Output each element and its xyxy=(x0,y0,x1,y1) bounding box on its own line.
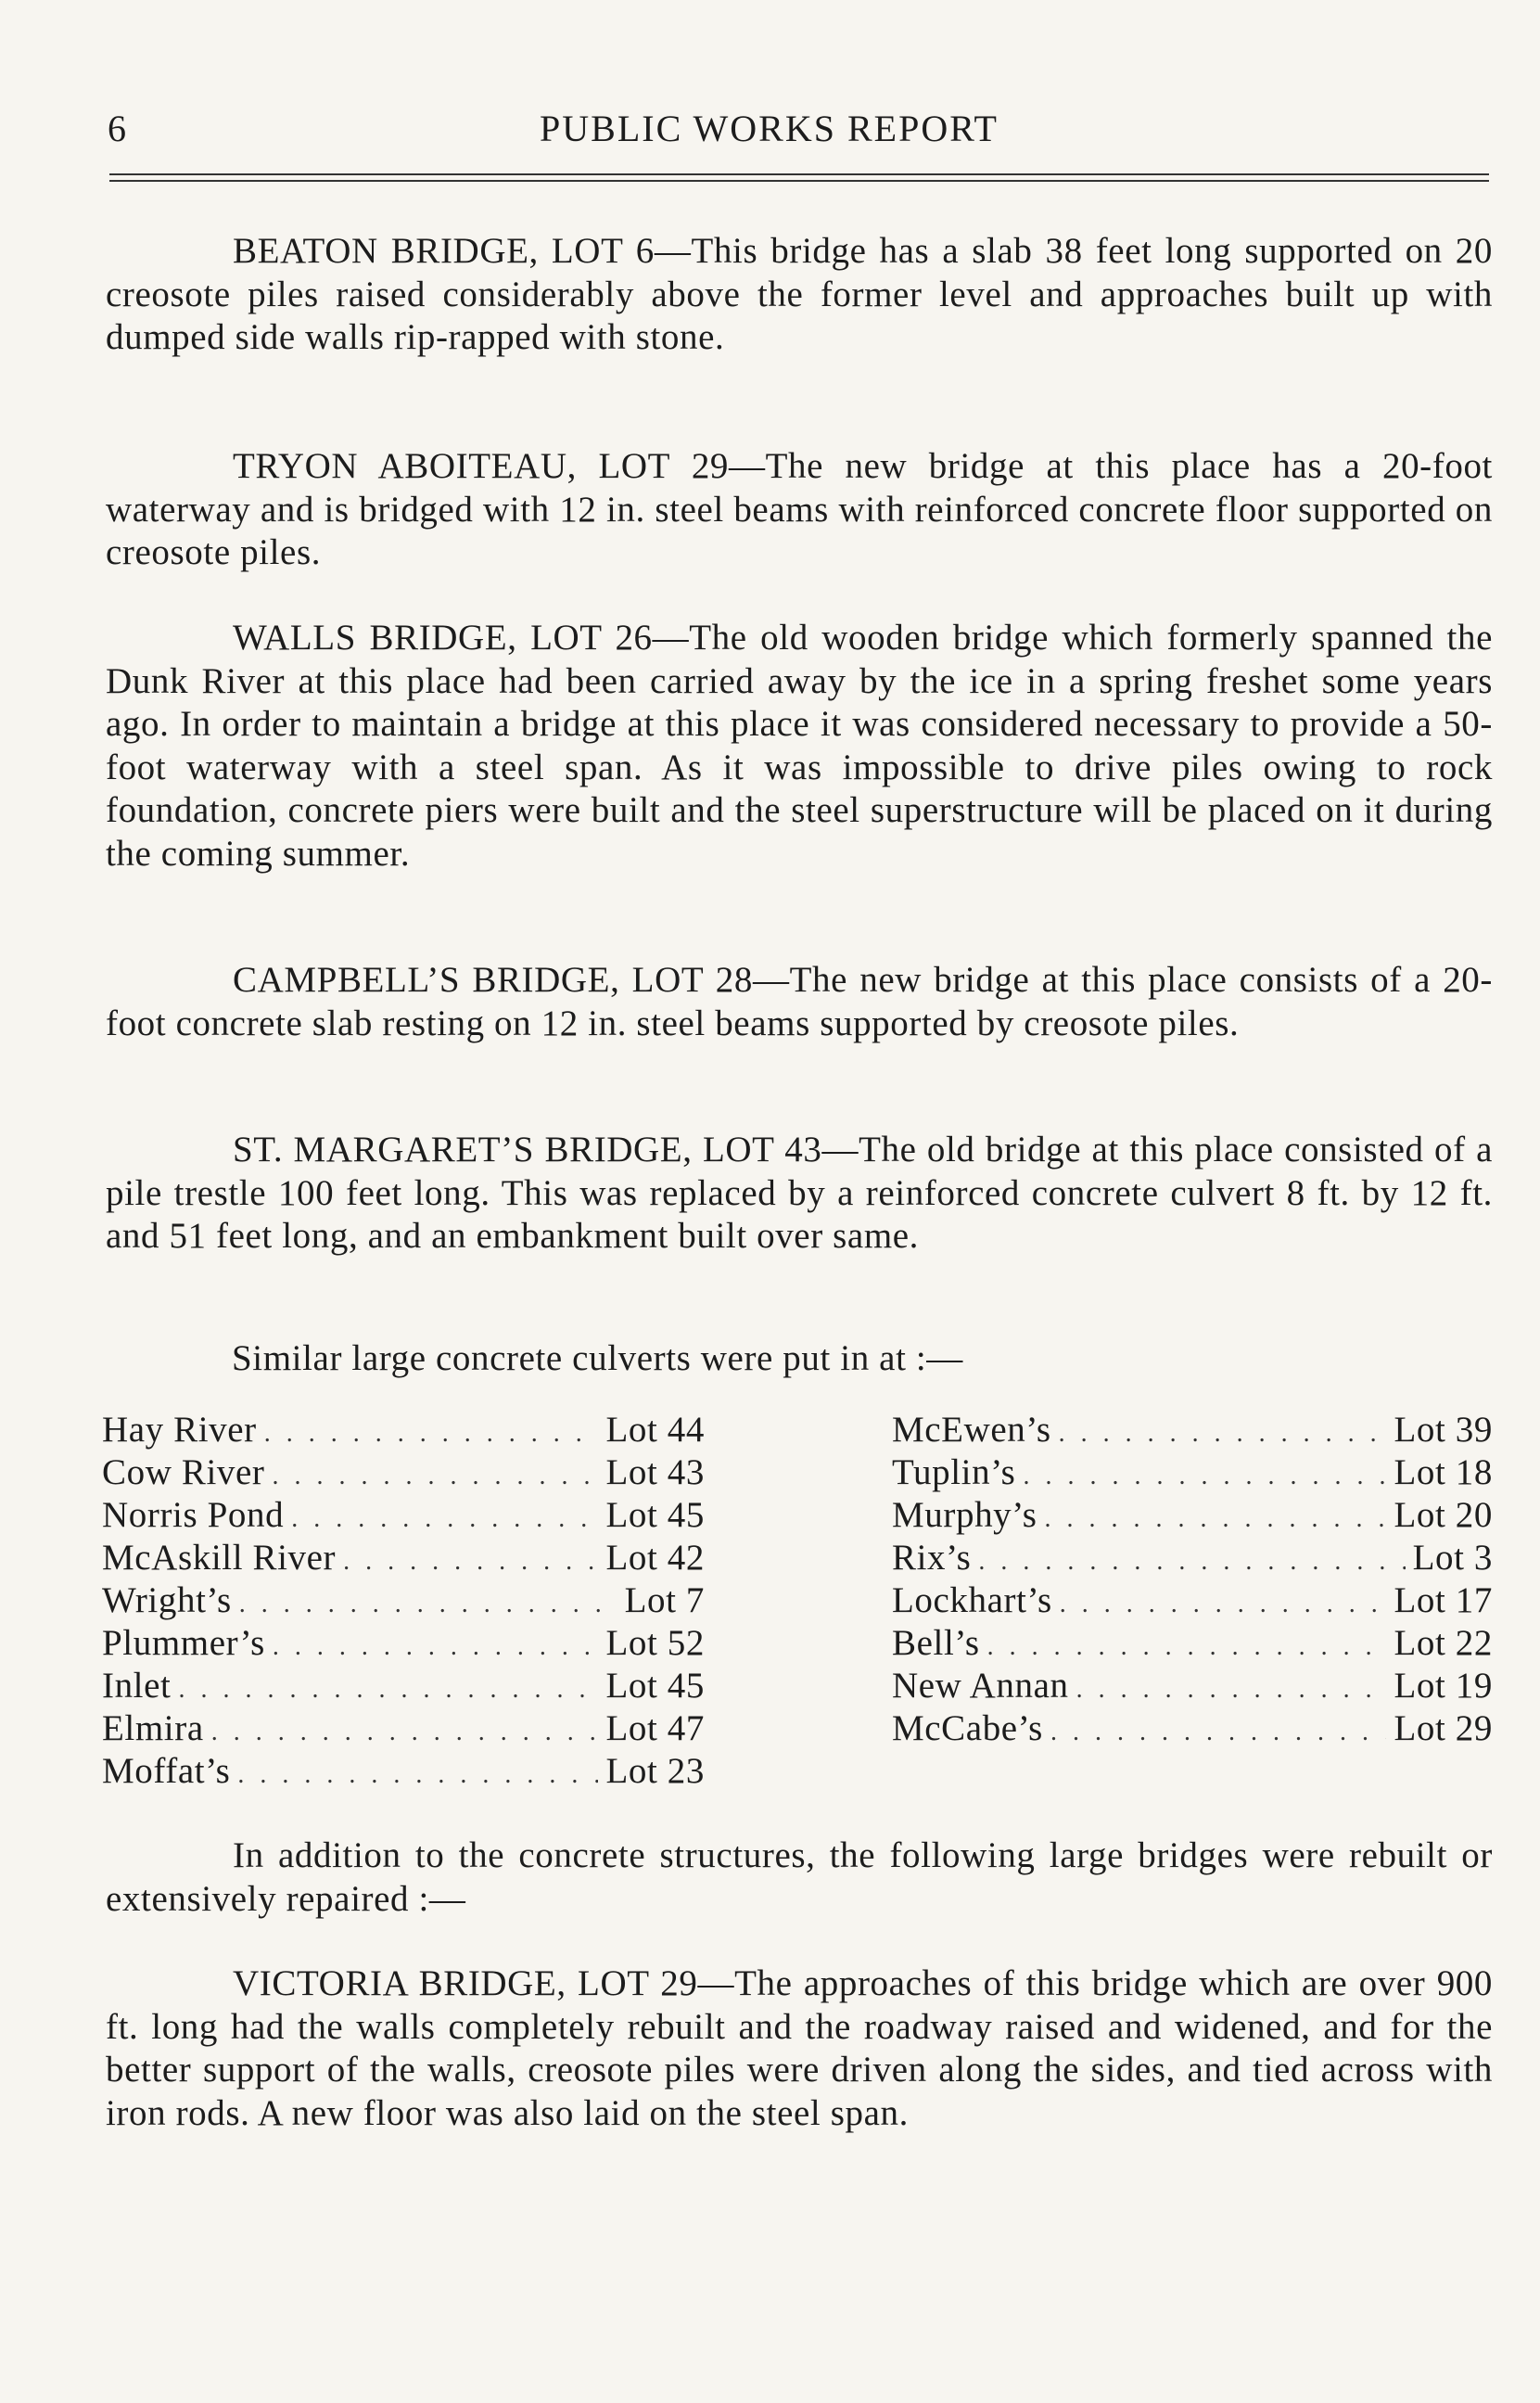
paragraph-additional-bridges: In addition to the concrete structures, the following large bridges were rebuilt or extensively repaired :— xyxy=(106,1835,1493,1919)
list-item: Bell’s . . . Lot 22 xyxy=(892,1622,1493,1665)
list-item: Murphy’s . . . Lot 20 xyxy=(892,1494,1493,1537)
list-item: Cow River . . . Lot 43 xyxy=(102,1451,705,1494)
list-item: McEwen’s . . . Lot 39 xyxy=(892,1409,1493,1451)
running-title: PUBLIC WORKS REPORT xyxy=(540,108,999,149)
list-item: Norris Pond . . . Lot 45 xyxy=(102,1494,705,1537)
list-item: McAskill River . . . Lot 42 xyxy=(102,1537,705,1579)
list-item: Wright’s . . . Lot 7 xyxy=(102,1579,705,1622)
page-number: 6 xyxy=(108,108,127,149)
list-item: Rix’s . . . Lot 3 xyxy=(892,1537,1493,1579)
paragraph-campbells-bridge: CAMPBELL’S BRIDGE, LOT 28—The new bridge at this place consists of a 20-foot concrete slab resting on 12 in. steel beams supported by creosote piles. xyxy=(106,960,1493,1043)
list-item: Elmira . . . Lot 47 xyxy=(102,1707,705,1750)
list-item: Moffat’s . . . Lot 23 xyxy=(102,1750,705,1793)
culverts-intro: Similar large concrete culverts were put in at :— xyxy=(232,1338,963,1378)
list-item: Hay River . . . Lot 44 xyxy=(102,1409,705,1451)
list-item: New Annan . . . Lot 19 xyxy=(892,1665,1493,1707)
culverts-list-right xyxy=(892,1409,1493,1750)
header-rule xyxy=(109,173,1489,182)
list-item: Tuplin’s . . . Lot 18 xyxy=(892,1451,1493,1494)
culverts-list-left xyxy=(102,1409,705,1793)
page-header xyxy=(104,107,1495,162)
list-item: Inlet . . . Lot 45 xyxy=(102,1665,705,1707)
paragraph-st-margarets-bridge: ST. MARGARET’S BRIDGE, LOT 43—The old bridge at this place consisted of a pile trestle 100 feet long. This was replaced by a reinforced concrete culvert 8 ft. by 12 ft. and 51 feet long, and an embankment built over same. xyxy=(106,1130,1493,1256)
list-item: McCabe’s . . . Lot 29 xyxy=(892,1707,1493,1750)
list-item: Lockhart’s . . . Lot 17 xyxy=(892,1579,1493,1622)
list-item: Plummer’s . . . Lot 52 xyxy=(102,1622,705,1665)
paragraph-beaton-bridge: BEATON BRIDGE, LOT 6—This bridge has a slab 38 feet long supported on 20 creosote piles raised considerably above the former level and approaches built up with dumped side walls rip-rapped with stone. xyxy=(106,231,1493,357)
paragraph-tryon-aboiteau: TRYON ABOITEAU, LOT 29—The new bridge at this place has a 20-foot waterway and is bridged with 12 in. steel beams with reinforced concrete floor supported on creosote piles. xyxy=(106,446,1493,572)
paragraph-victoria-bridge: VICTORIA BRIDGE, LOT 29—The approaches of this bridge which are over 900 ft. long had the walls completely rebuilt and the roadway raised and widened, and for the better support of the walls, creosote piles were driven along the sides, and tied across with iron rods. A new floor was also laid on the steel span. xyxy=(106,1963,1493,2133)
paragraph-walls-bridge: WALLS BRIDGE, LOT 26—The old wooden bridge which formerly spanned the Dunk River at this place had been carried away by the ice in a spring freshet some years ago. In order to maintain a bridge at this place it was considered necessary to provide a 50-foot waterway with a steel span. As it was impossible to drive piles owing to rock foundation, concrete piers were built and the steel superstructure will be placed on it during the coming summer. xyxy=(106,618,1493,874)
